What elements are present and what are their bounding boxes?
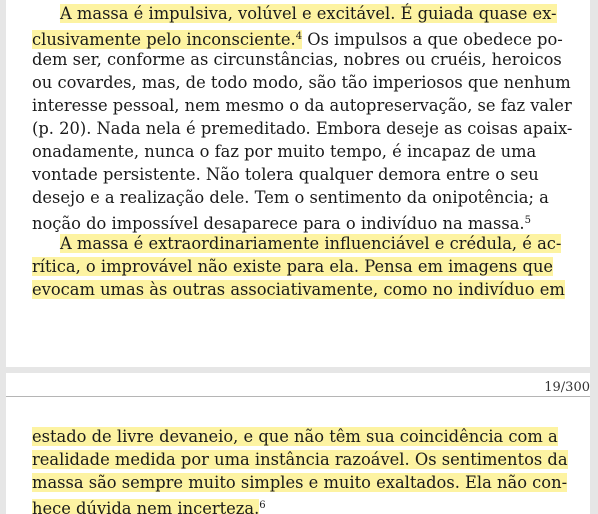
- highlight[interactable]: realidade medida por uma instância razoável. Os sentimentos da: [32, 450, 568, 469]
- highlight[interactable]: A massa é impulsiva, volúvel e excitável. É guiada quase ex-: [60, 4, 557, 23]
- text-line: clusivamente pelo inconsciente.$^4$ Os impulsos a que obedece po-: [32, 30, 563, 49]
- text-line: ou covardes, mas, de todo modo, são tão imperiosos que nenhum: [32, 73, 571, 92]
- highlight[interactable]: hece dúvida nem incerteza.: [32, 499, 259, 514]
- text-line: (p. 20). Nada nela é premeditado. Embora deseje as coisas apaix-: [32, 119, 573, 138]
- text-line: [32, 495, 266, 514]
- ebook-page-top: [6, 0, 590, 367]
- highlight[interactable]: estado de livre devaneio, e que não têm sua coincidência com a: [32, 427, 558, 446]
- text-line: desejo e a realização dele. Tem o sentimento da onipotência; a: [32, 188, 549, 207]
- text-line: [60, 3, 557, 24]
- highlight[interactable]: rítica, o improvável não existe para ela. Pensa em imagens que: [32, 257, 554, 276]
- highlight[interactable]: clusivamente pelo inconsciente.$^4$: [32, 30, 303, 49]
- text-line: onadamente, nunca o faz por muito tempo, é incapaz de uma: [32, 142, 537, 161]
- page-indicator: 19/300: [544, 380, 590, 395]
- text-line: vontade persistente. Não tolera qualquer demora entre o seu: [32, 165, 539, 184]
- text-line: dem ser, conforme as circunstâncias, nobres ou cruéis, heroicos: [32, 50, 562, 69]
- text-line: [32, 426, 558, 447]
- footnote-ref-5[interactable]: 5: [524, 215, 531, 226]
- text-line: [32, 256, 553, 277]
- text-line: interesse pessoal, nem mesmo o da autopreservação, se faz valer: [32, 96, 572, 115]
- text-line: [32, 472, 567, 493]
- text-line: [60, 233, 561, 254]
- ebook-page-bottom: [6, 373, 590, 514]
- highlight[interactable]: massa são sempre muito simples e muito exaltados. Ela não con-: [32, 473, 568, 492]
- text-line: [32, 279, 565, 300]
- page-divider: [6, 396, 590, 397]
- footnote-ref-6[interactable]: 6: [259, 500, 266, 511]
- footnote-ref-4[interactable]: 4: [295, 31, 303, 42]
- highlight[interactable]: A massa é extraordinariamente influenciável e crédula, é ac-: [60, 234, 562, 253]
- text-line: noção do impossível desaparece para o indivíduo na massa.$^5$: [32, 214, 531, 233]
- text-line: [32, 449, 568, 470]
- highlight[interactable]: evocam umas às outras associativamente, como no indivíduo em: [32, 280, 565, 299]
